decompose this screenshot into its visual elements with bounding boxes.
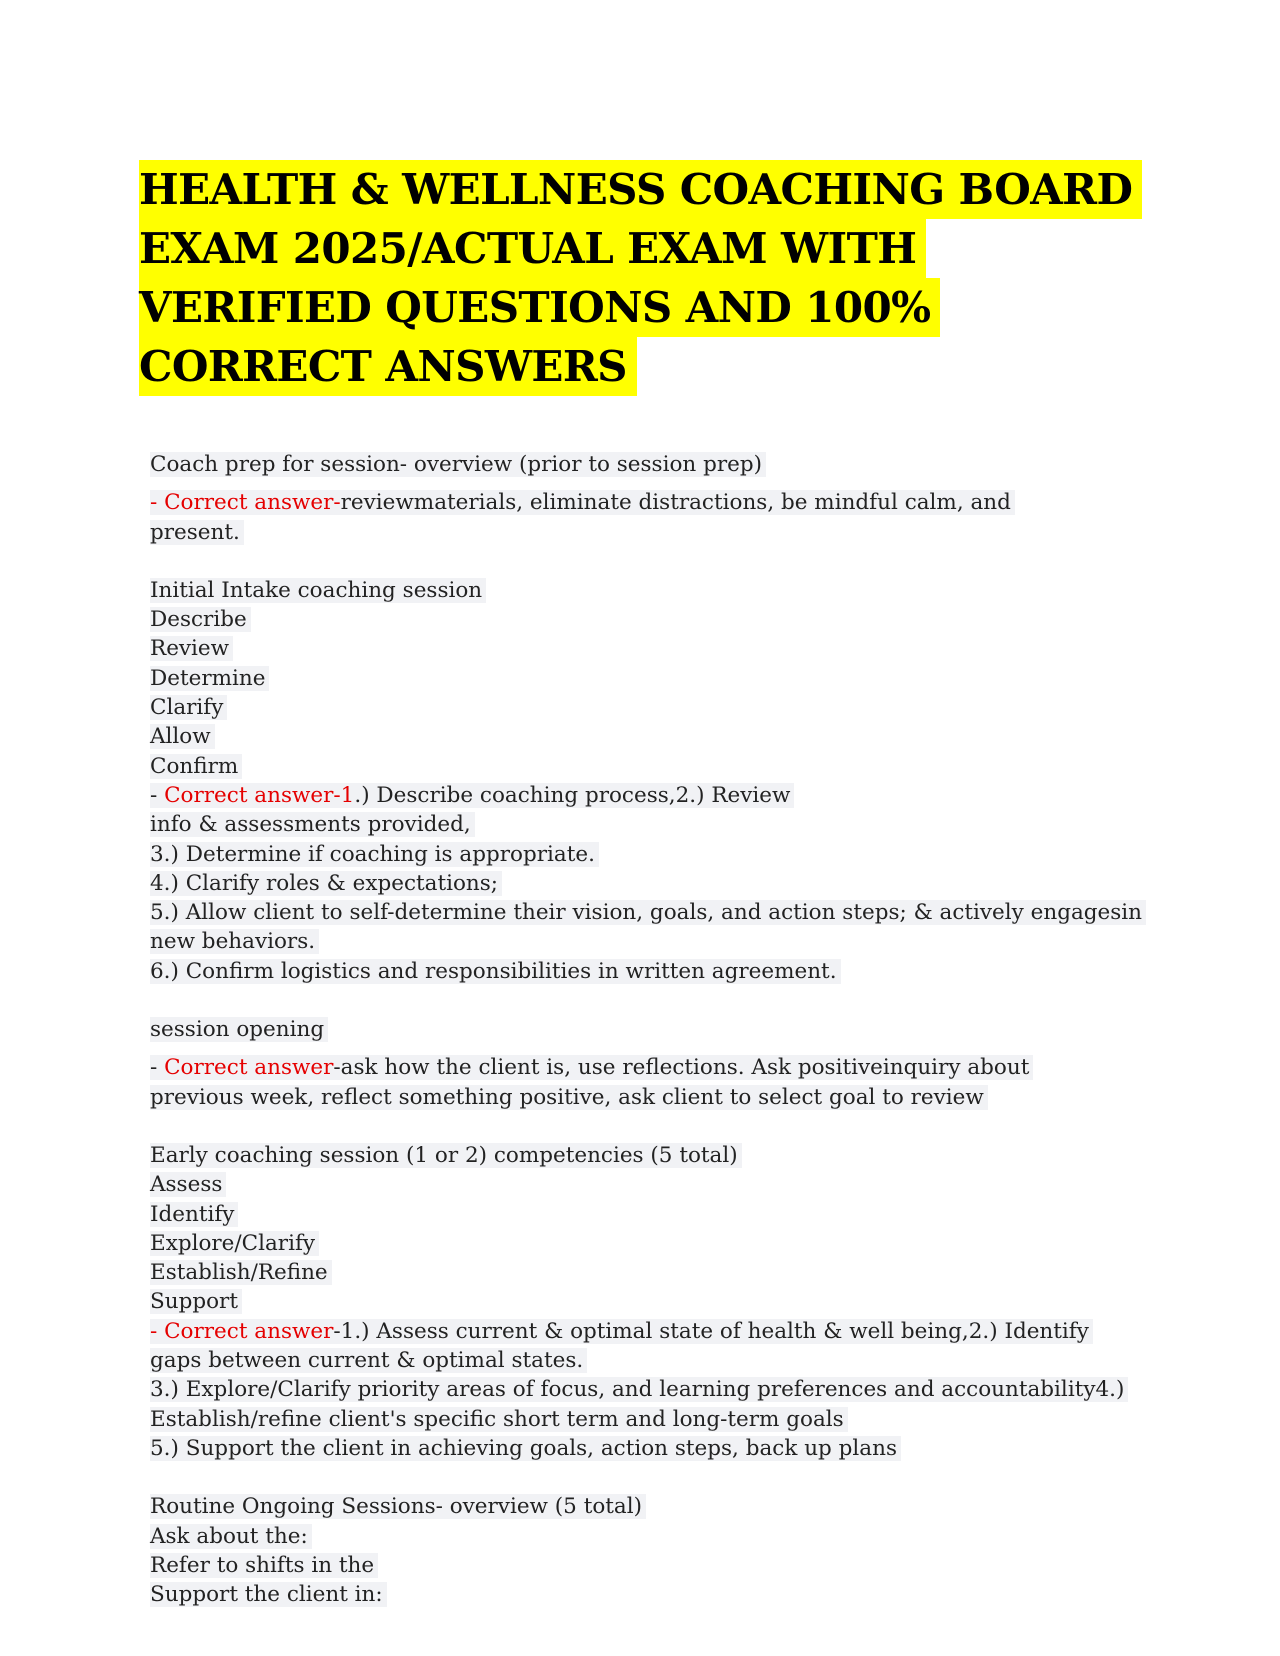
answer-text: info & assessments provided,	[150, 812, 475, 837]
answer-line	[150, 810, 1130, 839]
title-line: VERIFIED QUESTIONS AND 100%	[139, 278, 940, 337]
answer-line	[150, 1083, 1130, 1112]
question-item	[150, 1200, 1130, 1229]
answer-line	[150, 869, 1130, 898]
correct-answer-label: - Correct answer	[150, 1318, 334, 1344]
document-title	[139, 160, 1133, 396]
answer-text: previous week, reflect something positive, ask client to select goal to review	[150, 1085, 988, 1110]
question-label: Initial Intake coaching session	[150, 578, 486, 603]
answer-line	[150, 1317, 1130, 1346]
answer-text: gaps between current & optimal states.	[150, 1348, 587, 1373]
item-label: Allow	[150, 724, 215, 749]
answer-text: 3.) Determine if coaching is appropriate.	[150, 842, 599, 867]
question-label: Coach prep for session- overview (prior to session prep)	[150, 452, 766, 477]
question-item	[150, 693, 1130, 722]
item-label: Describe	[150, 607, 251, 632]
item-label: Assess	[150, 1172, 226, 1197]
answer-text: .) Describe coaching process,2.) Review	[354, 782, 791, 808]
answer-line	[150, 1053, 1130, 1082]
correct-answer-label: Correct answer	[164, 1055, 334, 1081]
answer-text: -ask how the client is, use reflections. Ask positiveinquiry about	[333, 1055, 1030, 1081]
answer-text: 3.) Explore/Clarify priority areas of focus, and learning preferences and accountability4.)	[150, 1377, 1128, 1402]
item-label: Support	[150, 1289, 242, 1314]
question-item	[150, 1580, 1130, 1609]
answer-line	[150, 840, 1130, 869]
item-label: Determine	[150, 666, 269, 691]
answer-text: present.	[150, 520, 244, 545]
question-label: Routine Ongoing Sessions- overview (5 total)	[150, 1494, 646, 1519]
answer-text: 5.) Support the client in achieving goals, action steps, back up plans	[150, 1436, 901, 1461]
item-label: Establish/Refine	[150, 1260, 332, 1285]
answer-text: reviewmaterials, eliminate distractions, be mindful calm, and	[340, 490, 1011, 516]
question-item	[150, 605, 1130, 634]
question-text	[150, 450, 1130, 479]
item-label: Confirm	[150, 754, 242, 779]
title-line: EXAM 2025/ACTUAL EXAM WITH	[139, 219, 926, 278]
question-text	[150, 576, 1130, 605]
answer-dash: -	[150, 782, 165, 808]
title-line: CORRECT ANSWERS	[139, 337, 637, 396]
answer-line	[150, 488, 1130, 517]
question-item	[150, 1170, 1130, 1199]
question-text	[150, 1141, 1130, 1170]
correct-answer-label: Correct answer-1	[164, 782, 355, 808]
question-item	[150, 722, 1130, 751]
question-item	[150, 752, 1130, 781]
item-label: Refer to shifts in the	[150, 1553, 378, 1578]
answer-line	[150, 781, 1130, 810]
answer-line	[150, 1346, 1130, 1375]
answer-line	[150, 927, 1130, 956]
question-item	[150, 1229, 1130, 1258]
answer-line	[150, 1375, 1130, 1404]
question-item	[150, 1551, 1130, 1580]
answer-dash: -	[150, 1055, 165, 1081]
item-label: Support the client in:	[150, 1582, 387, 1607]
answer-line	[150, 898, 1143, 927]
question-item	[150, 634, 1130, 663]
answer-text: 6.) Confirm logistics and responsibilities in written agreement.	[150, 959, 841, 984]
document-body	[150, 450, 1143, 1609]
answer-line	[150, 518, 1130, 547]
question-label: session opening	[150, 1017, 328, 1042]
item-label: Review	[150, 636, 233, 661]
answer-line	[150, 957, 1130, 986]
question-item	[150, 1522, 1130, 1551]
answer-text: new behaviors.	[150, 929, 319, 954]
item-label: Clarify	[150, 695, 227, 720]
answer-text: 5.) Allow client to self-determine their vision, goals, and action steps; & actively engagesin	[150, 900, 1146, 925]
answer-line	[150, 1434, 1130, 1463]
item-label: Identify	[150, 1202, 238, 1227]
answer-text: -1.) Assess current & optimal state of health & well being,2.) Identify	[333, 1318, 1089, 1344]
question-item	[150, 1287, 1130, 1316]
question-item	[150, 664, 1130, 693]
answer-text: 4.) Clarify roles & expectations;	[150, 871, 502, 896]
answer-line	[150, 1405, 1130, 1434]
item-label: Ask about the:	[150, 1524, 312, 1549]
answer-text: Establish/refine client's specific short term and long-term goals	[150, 1407, 848, 1432]
title-line: HEALTH & WELLNESS COACHING BOARD	[139, 160, 1142, 219]
question-item	[150, 1258, 1130, 1287]
item-label: Explore/Clarify	[150, 1231, 319, 1256]
question-label: Early coaching session (1 or 2) competencies (5 total)	[150, 1143, 742, 1168]
question-text	[150, 1492, 1130, 1521]
correct-answer-label: - Correct answer-	[150, 490, 341, 516]
question-text	[150, 1015, 1130, 1044]
